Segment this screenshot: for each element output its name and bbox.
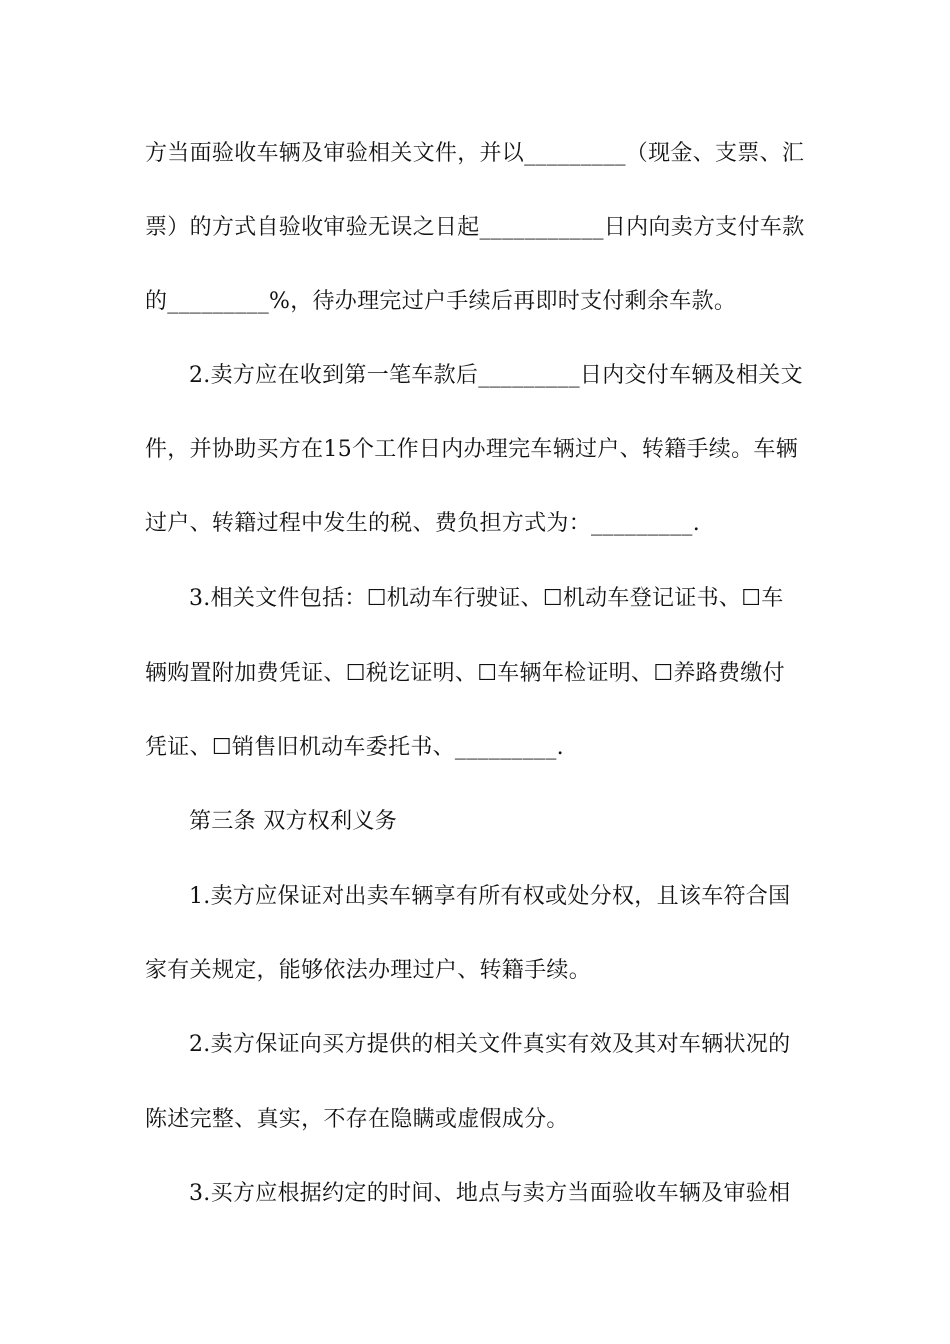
- paragraph-line: 件，并协助买方在15个工作日内办理完车辆过户、转籍手续。车辆: [145, 437, 798, 462]
- paragraph-line: 3.相关文件包括：☐机动车行驶证、☐机动车登记证书、☐车: [189, 586, 784, 611]
- paragraph-line: 过户、转籍过程中发生的税、费负担方式为：_________.: [145, 511, 700, 536]
- paragraph-line: 2.卖方保证向买方提供的相关文件真实有效及其对车辆状况的: [189, 1032, 791, 1057]
- paragraph-line: 1.卖方应保证对出卖车辆享有所有权或处分权，且该车符合国: [189, 884, 791, 909]
- paragraph-line: 2.卖方应在收到第一笔车款后_________日内交付车辆及相关文: [189, 363, 803, 388]
- paragraph-line: 票）的方式自验收审验无误之日起___________日内向卖方支付车款: [145, 215, 805, 240]
- paragraph-line: 的_________%，待办理完过户手续后再即时支付剩余车款。: [145, 289, 737, 314]
- paragraph-line: 家有关规定，能够依法办理过户、转籍手续。: [145, 958, 592, 983]
- paragraph-line: 陈述完整、真实，不存在隐瞒或虚假成分。: [145, 1107, 569, 1132]
- paragraph-line: 凭证、☐销售旧机动车委托书、_________.: [145, 735, 564, 760]
- section-heading: 第三条 双方权利义务: [189, 809, 397, 834]
- paragraph-line: 辆购置附加费凭证、☐税讫证明、☐车辆年检证明、☐养路费缴付: [145, 661, 785, 686]
- paragraph-line: 方当面验收车辆及审验相关文件，并以_________（现金、支票、汇: [145, 141, 805, 166]
- paragraph-line: 3.买方应根据约定的时间、地点与卖方当面验收车辆及审验相: [189, 1181, 791, 1206]
